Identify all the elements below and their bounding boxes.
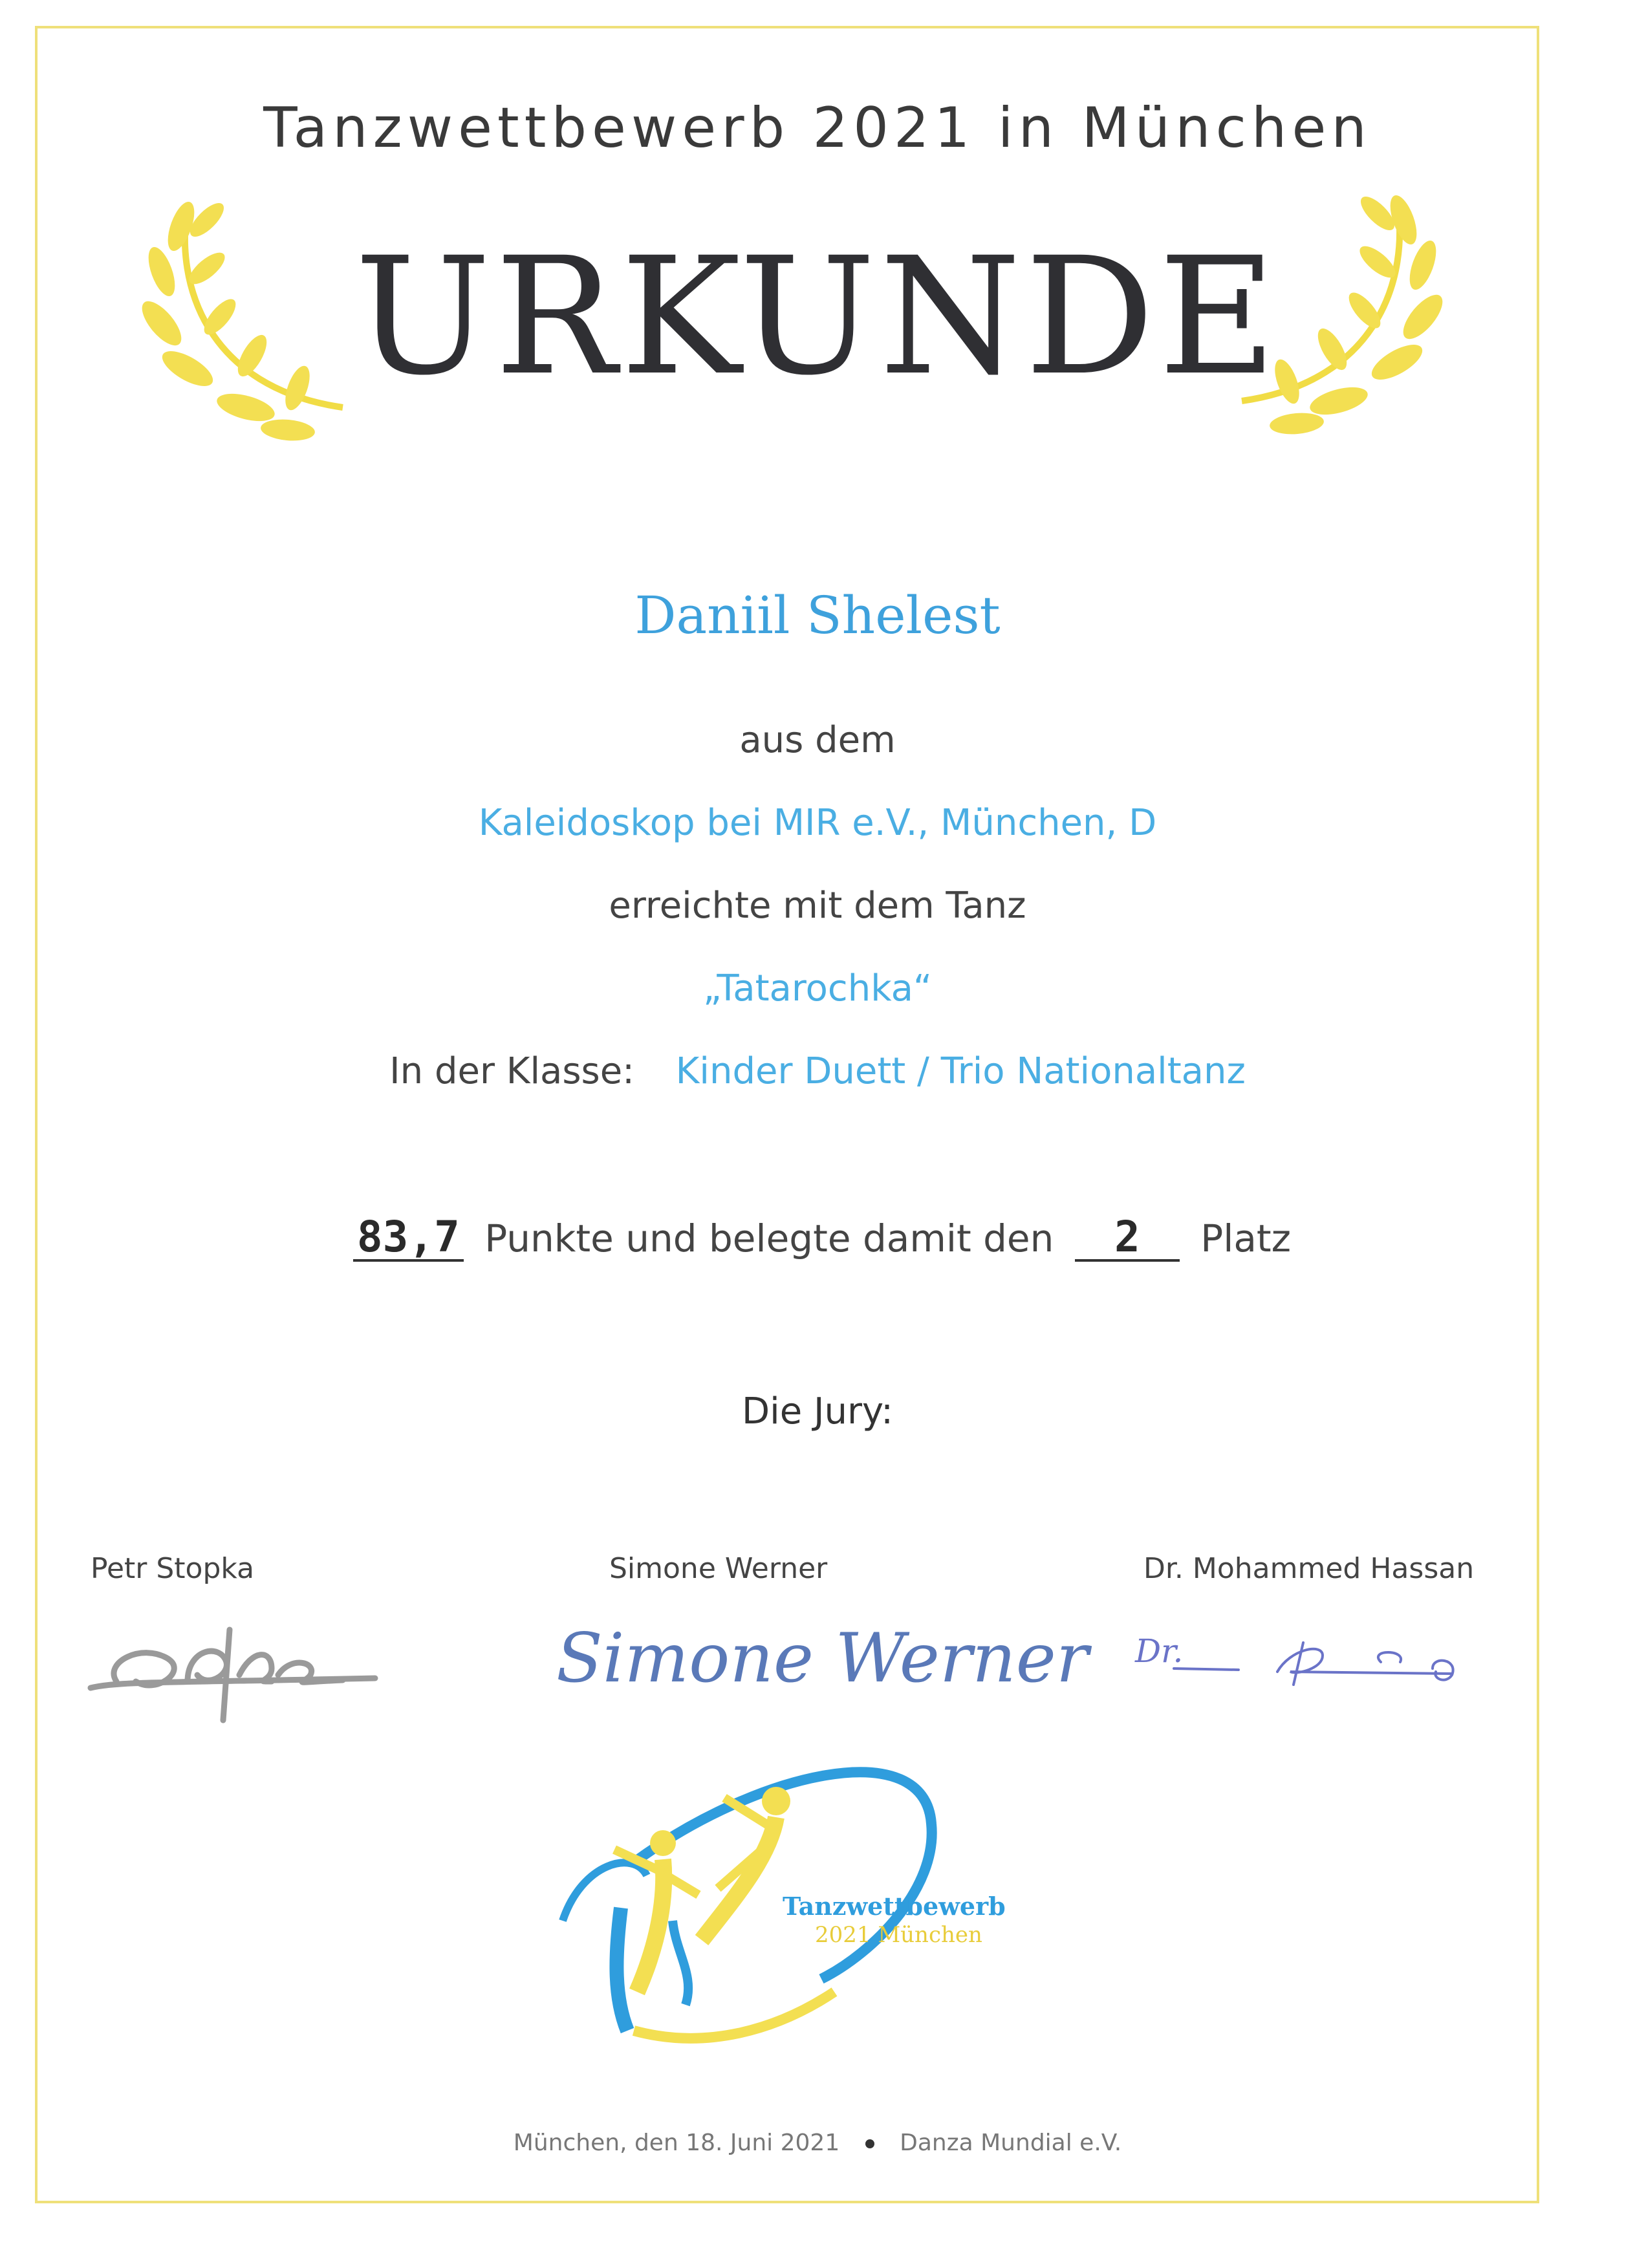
club-name: Kaleidoskop bei MIR e.V., München, D <box>478 802 1157 844</box>
footer-place-date: München, den 18. Juni 2021 <box>513 2130 840 2156</box>
class-row <box>0 1050 1635 1092</box>
judge-name-2: Simone Werner <box>609 1552 828 1585</box>
points-text: Punkte und belegte damit den <box>484 1216 1054 1260</box>
judge-name-1: Petr Stopka <box>91 1552 255 1585</box>
dance-name: „Tatarochka“ <box>703 967 932 1010</box>
footer <box>0 2130 1635 2156</box>
recipient-name: Daniil Shelest <box>634 585 1001 645</box>
score-row <box>0 1212 1635 1262</box>
judge-name-3: Dr. Mohammed Hassan <box>1143 1552 1475 1585</box>
signature-mohammed-hassan-text: Dr. <box>1135 1632 1184 1670</box>
signature-simone-werner-text: Simone Werner <box>556 1619 1089 1698</box>
achieved-label: erreichte mit dem Tanz <box>609 885 1026 927</box>
class-value: Kinder Duett / Trio Nationaltanz <box>675 1050 1246 1092</box>
from-label: aus dem <box>739 719 896 761</box>
footer-organizer: Danza Mundial e.V. <box>900 2130 1122 2156</box>
signature-mohammed-hassan <box>1129 1623 1478 1720</box>
place-value: 2 <box>1075 1215 1180 1262</box>
event-title: Tanzwettbewerb 2021 in München <box>263 96 1372 160</box>
jury-label: Die Jury: <box>742 1390 893 1432</box>
score-value: 83,7 <box>353 1215 464 1262</box>
competition-logo <box>563 1746 1054 2044</box>
signature-petr-stopka <box>78 1610 388 1733</box>
logo-text-line2: 2021 München <box>815 1922 982 1948</box>
place-suffix: Platz <box>1200 1216 1292 1260</box>
signature-simone-werner <box>543 1610 1089 1714</box>
logo-text-line1: Tanzwettbewerb <box>783 1892 1006 1921</box>
certificate-title: URKUNDE <box>354 222 1281 411</box>
class-label: In der Klasse: <box>389 1050 635 1092</box>
footer-separator-dot <box>865 2139 874 2148</box>
